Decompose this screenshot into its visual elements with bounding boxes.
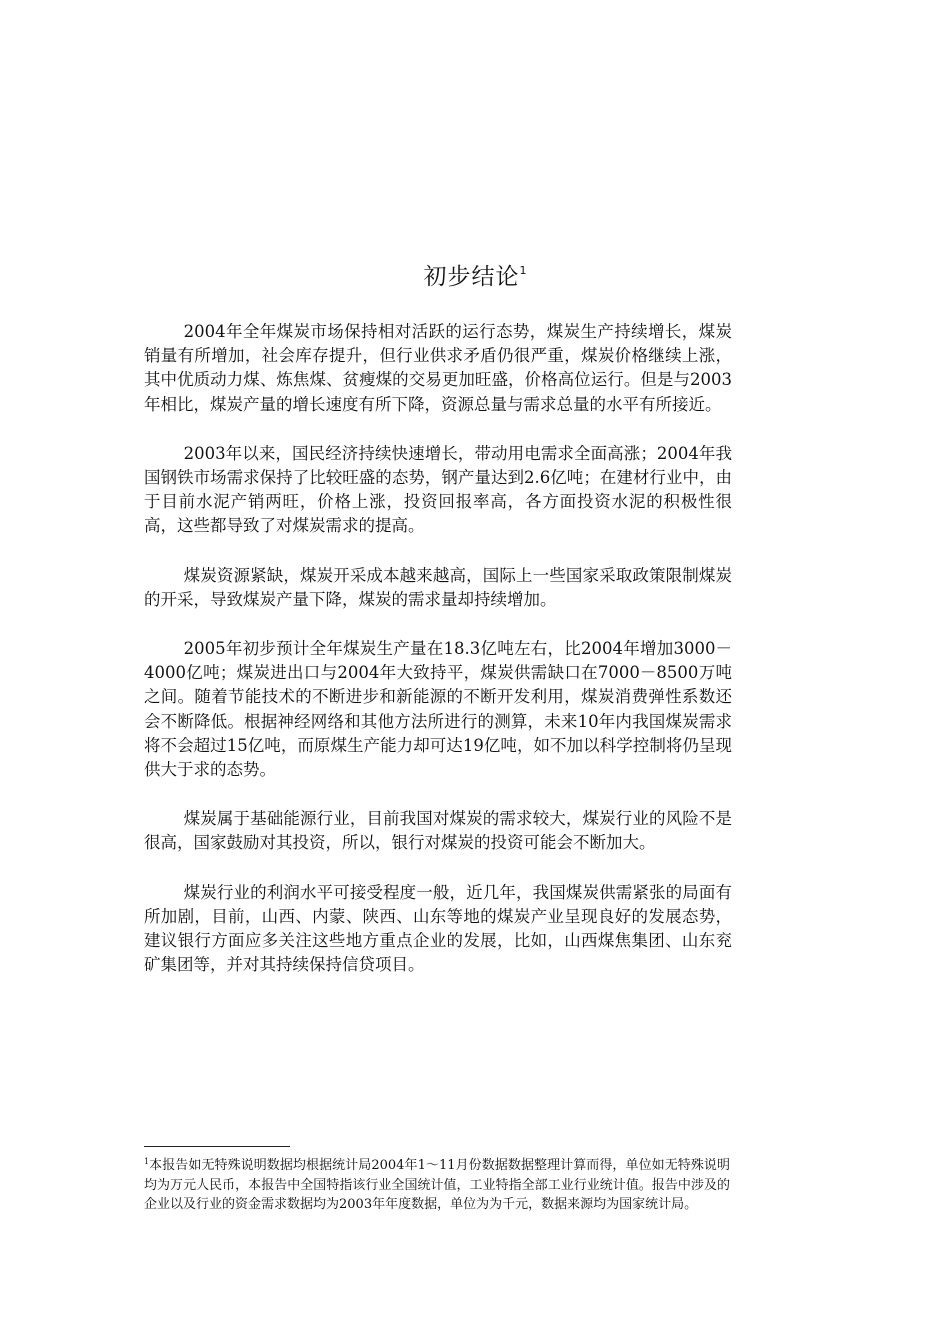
title-text: 初步结论 bbox=[423, 264, 520, 290]
paragraph-5: 煤炭属于基础能源行业，目前我国对煤炭的需求较大，煤炭行业的风险不是很高，国家鼓励对其投资，所以，银行对煤炭的投资可能会不断加大。 bbox=[144, 809, 732, 853]
footnote-divider bbox=[144, 1146, 290, 1147]
footnote bbox=[144, 1152, 730, 1215]
page-title bbox=[0, 258, 950, 291]
body-text bbox=[144, 320, 732, 1002]
paragraph-6: 煤炭行业的利润水平可接受程度一般，近几年，我国煤炭供需紧张的局面有所加剧，目前，山西、内蒙、陕西、山东等地的煤炭产业呈现良好的发展态势，建议银行方面应多关注这些地方重点企业的发展，比如，山西煤焦集团、山东兖矿集团等，并对其持续保持信贷项目。 bbox=[144, 882, 732, 975]
title-footnote-marker: 1 bbox=[519, 264, 527, 277]
footnote-marker: 1 bbox=[144, 1157, 150, 1166]
paragraph-3: 煤炭资源紧缺，煤炭开采成本越来越高，国际上一些国家采取政策限制煤炭的开采，导致煤炭产量下降，煤炭的需求量却持续增加。 bbox=[144, 565, 732, 609]
paragraph-1: 2004年全年煤炭市场保持相对活跃的运行态势，煤炭生产持续增长，煤炭销量有所增加，社会库存提升，但行业供求矛盾仍很严重，煤炭价格继续上涨，其中优质动力煤、炼焦煤、贫瘦煤的交易更加旺盛，价格高位运行。但是与2003年相比，煤炭产量的增长速度有所下降，资源总量与需求总量的水平有所接近。 bbox=[144, 322, 732, 414]
footnote-text: 本报告如无特殊说明数据均根据统计局2004年1～11月份数据数据整理计算而得，单位如无特殊说明均为万元人民币，本报告中全国特指该行业全国统计值，工业特指全部工业行业统计值。报告中涉及的企业以及行业的资金需求数据均为2003年年度数据，单位为为千元，数据来源均为国家统计局。 bbox=[144, 1158, 730, 1212]
paragraph-4: 2005年初步预计全年煤炭生产量在18.3亿吨左右，比2004年增加3000－4000亿吨；煤炭进出口与2004年大致持平，煤炭供需缺口在7000－8500万吨之间。随着节能技术的不断进步和新能源的不断开发利用，煤炭消费弹性系数还会不断降低。根据神经网络和其他方法所进行的测算，未来10年内我国煤炭需求将不会超过15亿吨，而原煤生产能力却可达19亿吨，如不加以科学控制将仍呈现供大于求的态势。 bbox=[144, 639, 732, 780]
paragraph-2: 2003年以来，国民经济持续快速增长，带动用电需求全面高涨；2004年我国钢铁市场需求保持了比较旺盛的态势，钢产量达到2.6亿吨；在建材行业中，由于目前水泥产销两旺，价格上涨，投资回报率高，各方面投资水泥的积极性很高，这些都导致了对煤炭需求的提高。 bbox=[144, 443, 732, 536]
